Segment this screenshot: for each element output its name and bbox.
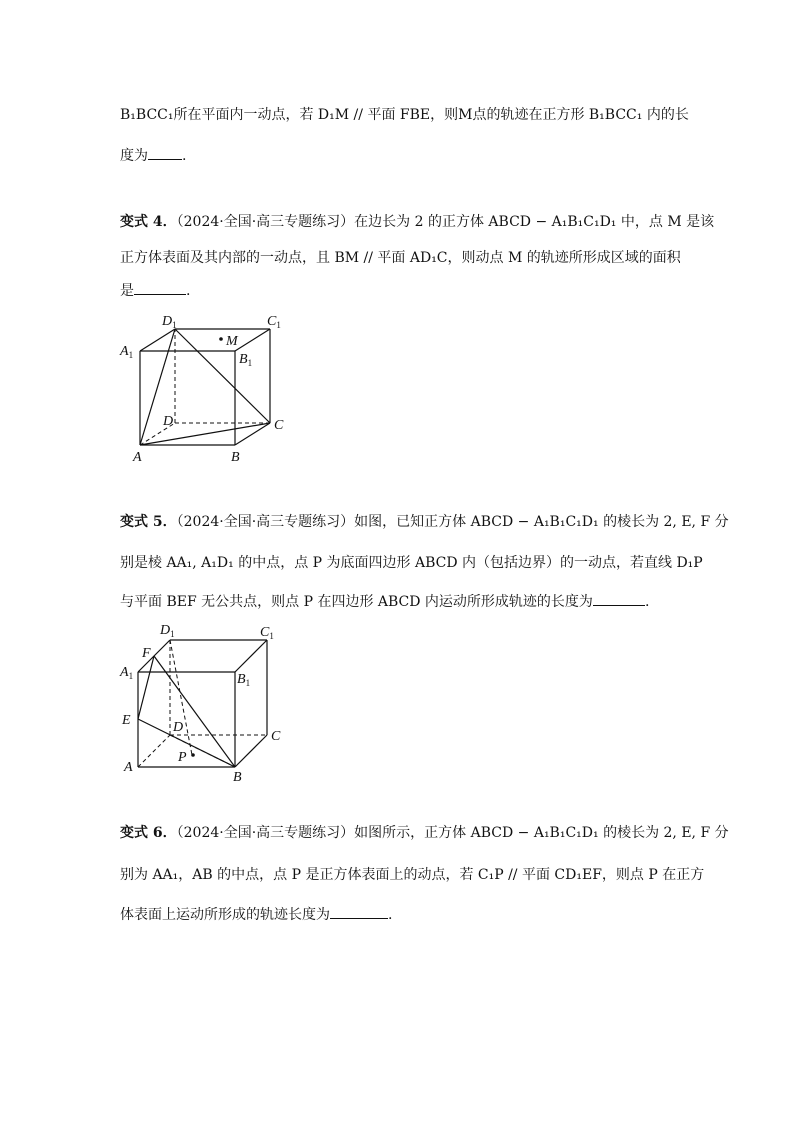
text: B₁BCC₁所在平面内一动点，若 D₁M // 平面 FBE，则M点的轨迹在正方形 B₁BCC₁ 内的长	[120, 107, 689, 123]
problem-6-line-3	[120, 904, 392, 925]
label-A1: $A_1$	[120, 665, 134, 681]
problem-6-line-1	[120, 823, 729, 843]
label-C: C	[271, 729, 281, 744]
text: .	[644, 594, 650, 610]
answer-blank	[134, 280, 186, 295]
text: 度为	[120, 148, 148, 164]
label-A1: $A_1$	[120, 344, 134, 360]
paragraph-line	[120, 145, 186, 166]
problem-label: 变式 5．	[120, 514, 177, 530]
text: 别为 AA₁，AB 的中点，点 P 是正方体表面上的动点，若 C₁P // 平面 CD₁EF，则点 P 在正方	[120, 867, 705, 883]
cube-figure-1	[110, 308, 310, 468]
point-P	[191, 753, 195, 757]
paragraph-line	[120, 105, 689, 125]
label-C: C	[274, 418, 284, 433]
label-B1: $B_1$	[239, 352, 253, 368]
text: 正方体表面及其内部的一动点，且 BM // 平面 AD₁C，则动点 M 的轨迹所形成区域的面积	[120, 250, 681, 266]
label-D: D	[173, 720, 184, 735]
cube-figure-2	[110, 615, 310, 785]
edge-EF	[138, 656, 154, 719]
edge-AD	[138, 735, 170, 767]
label-A: A	[133, 450, 142, 465]
edge-B1C1	[235, 329, 270, 351]
text: 别是棱 AA₁, A₁D₁ 的中点，点 P 为底面四边形 ABCD 内（包括边界）的一动点，若直线 D₁P	[120, 555, 703, 571]
label-D: D	[163, 414, 174, 429]
label-B: B	[231, 450, 240, 465]
label-F: F	[142, 646, 151, 661]
problem-5-line-1	[120, 512, 729, 532]
label-B: B	[233, 770, 242, 785]
label-E: E	[122, 713, 131, 728]
edge-D1C	[175, 329, 270, 423]
label-D1: $D_1$	[160, 623, 175, 639]
answer-blank	[593, 591, 645, 606]
label-A: A	[124, 760, 133, 775]
problem-5-line-3	[120, 591, 649, 612]
answer-blank	[148, 145, 182, 160]
edge-FB	[154, 656, 235, 767]
text: （2024·全国·高三专题练习）如图所示，正方体 ABCD − A₁B₁C₁D₁ 的棱长为 2, E, F 分	[176, 825, 729, 841]
problem-4-line-3	[120, 280, 190, 301]
text: .	[388, 907, 393, 923]
problem-label: 变式 6．	[120, 825, 177, 841]
edge-D1P	[170, 640, 192, 755]
answer-blank	[330, 904, 388, 919]
label-B1: $B_1$	[237, 672, 251, 688]
label-C1: $C_1$	[260, 625, 274, 641]
problem-4-line-2	[120, 248, 681, 268]
text: （2024·全国·高三专题练习）在边长为 2 的正方体 ABCD − A₁B₁C₁D₁ 中，点 M 是该	[176, 214, 715, 230]
text: 是	[120, 283, 134, 299]
label-D1: $D_1$	[162, 314, 177, 330]
edge-BC	[235, 735, 267, 767]
problem-5-line-2	[120, 553, 703, 573]
text: 与平面 BEF 无公共点，则点 P 在四边形 ABCD 内运动所形成轨迹的长度为	[120, 594, 593, 610]
text: 体表面上运动所形成的轨迹长度为	[120, 907, 330, 923]
edge-B1C1	[235, 640, 267, 672]
label-M: M	[226, 334, 238, 349]
text: （2024·全国·高三专题练习）如图，已知正方体 ABCD − A₁B₁C₁D₁ 的棱长为 2, E, F 分	[176, 514, 729, 530]
label-C1: $C_1$	[267, 314, 281, 330]
point-M	[219, 337, 223, 341]
problem-label: 变式 4．	[120, 214, 177, 230]
problem-4-line-1	[120, 212, 714, 232]
edge-AC	[140, 423, 270, 445]
problem-6-line-2	[120, 865, 704, 885]
text: .	[182, 148, 187, 164]
text: .	[186, 283, 191, 299]
label-P: P	[178, 750, 187, 765]
